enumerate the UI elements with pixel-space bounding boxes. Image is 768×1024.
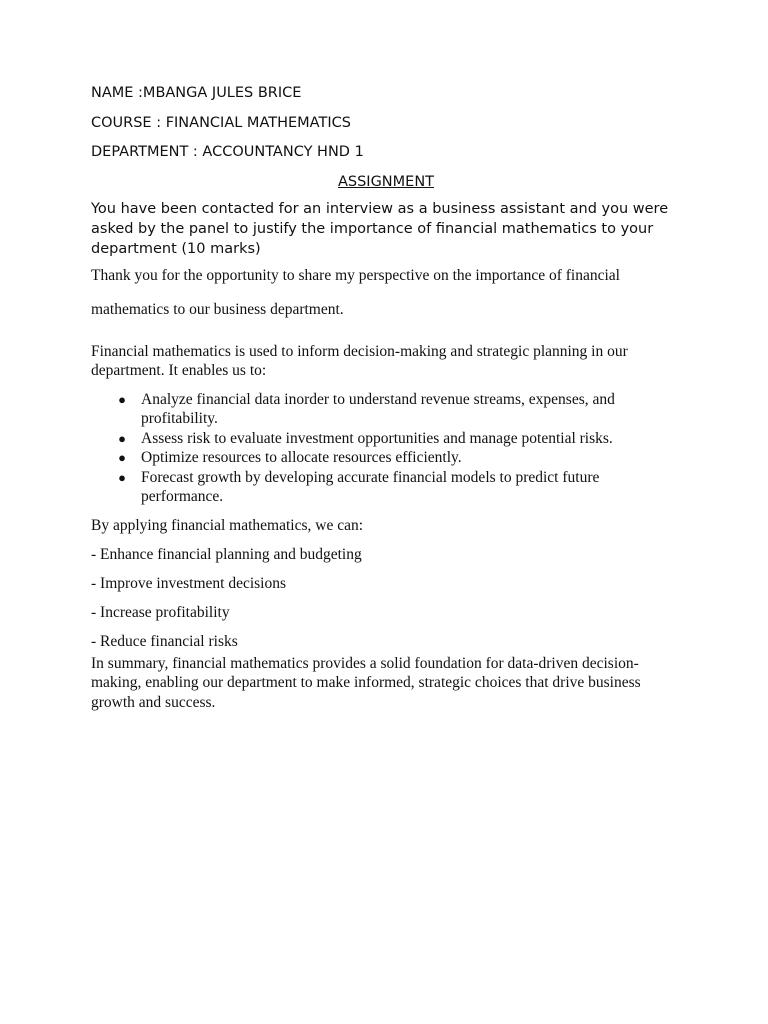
benefit-item: - Improve investment decisions [91,574,286,592]
bullet-text: Optimize resources to allocate resources efficiently. [141,449,462,466]
benefit-item: - Enhance financial planning and budgeting [91,545,362,563]
assignment-question: You have been contacted for an interview as a business assistant and you were asked by the panel to justify the importance of financial mathematics to your department (10 marks) [91,200,669,257]
bullet-dot-icon: ● [118,469,126,485]
course-line: COURSE : FINANCIAL MATHEMATICS [91,114,351,131]
summary-paragraph: In summary, financial mathematics provides a solid foundation for data-driven decision-making, enabling our department to make informed, strategic choices that drive business growth and success. [91,654,641,711]
bullet-dot-icon: ● [118,391,126,407]
bullet-item [91,448,681,468]
applying-paragraph: By applying financial mathematics, we can: [91,516,364,534]
intro-line-2: mathematics to our business department. [91,300,344,318]
department-line: DEPARTMENT : ACCOUNTANCY HND 1 [91,144,364,160]
benefit-item: - Reduce financial risks [91,632,238,650]
bullet-text: Assess risk to evaluate investment opportunities and manage potential risks. [141,429,613,447]
benefit-item: - Increase profitability [91,603,230,621]
bullet-item [91,429,681,449]
bullet-item [91,468,681,507]
bullet-text: Analyze financial data inorder to understand revenue streams, expenses, and profitability. [141,390,615,427]
assignment-heading [91,172,681,199]
used-for-paragraph: Financial mathematics is used to inform decision-making and strategic planning in our department. It enables us to: [91,342,628,379]
intro-line-1: Thank you for the opportunity to share my perspective on the importance of financial [91,266,620,284]
assignment-title: ASSIGNMENT [337,173,435,190]
student-name-line: NAME :MBANGA JULES BRICE [91,85,302,101]
bullet-item [91,390,681,429]
bullet-list [91,390,681,507]
bullet-text: Forecast growth by developing accurate financial models to predict future performance. [141,468,600,505]
bullet-dot-icon: ● [118,430,126,446]
document-body [91,83,681,712]
bullet-dot-icon: ● [118,450,126,465]
